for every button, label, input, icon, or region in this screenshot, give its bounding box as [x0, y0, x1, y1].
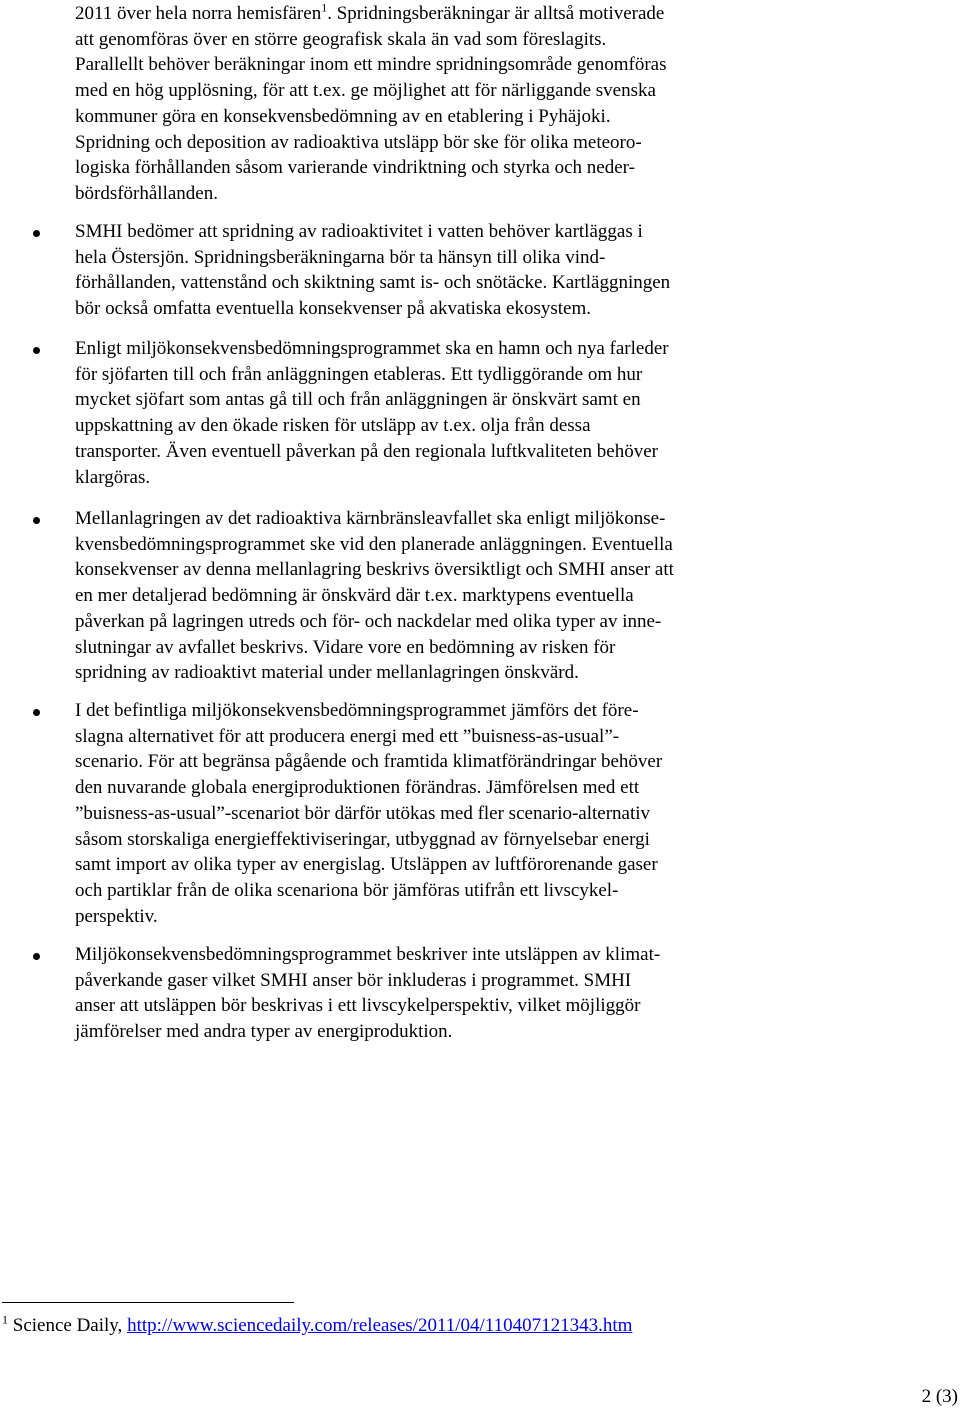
bullet-line: en mer detaljerad bedömning är önskvärd där t.ex. marktypens eventuella [75, 585, 634, 607]
bullet-line: den nuvarande globala energiproduktionen förändras. Jämförelsen med ett [75, 777, 640, 799]
bullet-line: jämförelser med andra typer av energiproduktion. [75, 1021, 453, 1043]
intro-line: bördsförhållanden. [75, 182, 218, 204]
bullet-item [75, 506, 805, 686]
bullet-line: för sjöfarten till och från anläggningen etableras. Ett tydliggörande om hur [75, 363, 643, 385]
bullet-line: bör också omfatta eventuella konsekvenser på akvatiska ekosystem. [75, 298, 591, 320]
bullet-line: uppskattning av den ökade risken för utsläpp av t.ex. olja från dessa [75, 415, 591, 437]
bullet-line: ”buisness-as-usual”-scenariot bör därför utökas med fler scenario-alternativ [75, 802, 651, 824]
bullet-line: slutningar av avfallet beskrivs. Vidare vore en bedömning av risken för [75, 636, 616, 658]
bullet-line: perspektiv. [75, 905, 158, 927]
bullet-line: påverkan på lagringen utreds och för- och nackdelar med olika typer av inne- [75, 610, 662, 632]
bullet-line: och partiklar från de olika scenariona bör jämföras utifrån ett livscykel- [75, 879, 619, 901]
bullet-item [75, 336, 805, 490]
page-number: 2 (3) [921, 1386, 958, 1407]
intro-line: att genomföras över en större geografisk skala än vad som föreslagits. [75, 28, 607, 50]
bullet-line: anser att utsläppen bör beskrivas i ett livscykelperspektiv, vilket möjliggör [75, 995, 641, 1017]
bullet-line: transporter. Även eventuell påverkan på den regionala luftkvaliteten behöver [75, 440, 658, 462]
footnote-reference[interactable]: 1 [321, 0, 328, 15]
bullet-line: samt import av olika typer av energislag. Utsläppen av luftförorenande gaser [75, 854, 658, 876]
bullet-line: spridning av radioaktivt material under mellanlagringen önskvärd. [75, 662, 579, 684]
bullet-line: Mellanlagringen av det radioaktiva kärnbränsleavfallet ska enligt miljökonse- [75, 508, 666, 529]
bullet-item [75, 942, 805, 1045]
bullet-line: konsekvenser av denna mellanlagring beskrivs översiktligt och SMHI anser att [75, 559, 674, 581]
footnote-separator [2, 1302, 294, 1303]
footnote-source: Science Daily, [12, 1315, 128, 1336]
intro-paragraph [75, 1, 805, 207]
bullet-dot-icon [33, 347, 40, 354]
bullet-line: hela Östersjön. Spridningsberäkningarna bör ta hänsyn till olika vind- [75, 246, 606, 268]
intro-line: logiska förhållanden såsom varierande vindriktning och styrka och neder- [75, 157, 635, 179]
intro-line: med en hög upplösning, för att t.ex. ge möjlighet att för närliggande svenska [75, 80, 656, 102]
bullet-line: scenario. För att begränsa pågående och framtida klimatförändringar behöver [75, 751, 663, 773]
bullet-line: I det befintliga miljökonsekvensbedömningsprogrammet jämförs det före- [75, 700, 639, 721]
bullet-line: Enligt miljökonsekvensbedömningsprogrammet ska en hamn och nya farleder [75, 338, 669, 359]
footnote-number: 1 [2, 1312, 8, 1327]
bullet-line: kvensbedömningsprogrammet ske vid den planerade anläggningen. Eventuella [75, 533, 673, 555]
bullet-line: slagna alternativet för att producera energi med ett ”buisness-as-usual”- [75, 725, 620, 747]
intro-line: Spridning och deposition av radioaktiva utsläpp bör ske för olika meteoro- [75, 131, 642, 153]
bullet-line: klargöras. [75, 466, 151, 488]
footnote [2, 1313, 632, 1338]
bullet-dot-icon [33, 230, 40, 237]
footnote-link[interactable]: http://www.sciencedaily.com/releases/2011/04/110407121343.htm [127, 1315, 633, 1336]
bullet-line: SMHI bedömer att spridning av radioaktivitet i vatten behöver kartläggas i [75, 221, 643, 242]
bullet-line: såsom storskaliga energieffektiviseringar, utbyggnad av förnyelsebar energi [75, 828, 650, 850]
bullet-item [75, 219, 805, 322]
bullet-item [75, 698, 805, 929]
bullet-dot-icon [33, 953, 40, 960]
intro-line: 2011 över hela norra hemisfären$^1$. Spridningsberäkningar är alltså motiverade [75, 0, 665, 24]
bullet-line: påverkande gaser vilket SMHI anser bör inkluderas i programmet. SMHI [75, 969, 632, 991]
bullet-line: förhållanden, vattenstånd och skiktning samt is- och snötäcke. Kartläggningen [75, 272, 671, 294]
bullet-line: Miljökonsekvensbedömningsprogrammet beskriver inte utsläppen av klimat- [75, 944, 661, 965]
intro-line: Parallellt behöver beräkningar inom ett mindre spridningsområde genomföras [75, 54, 667, 76]
bullet-dot-icon [33, 709, 40, 716]
bullet-dot-icon [33, 517, 40, 524]
bullet-line: mycket sjöfart som antas gå till och från anläggningen är önskvärt samt en [75, 389, 641, 411]
intro-line: kommuner göra en konsekvensbedömning av en etablering i Pyhäjoki. [75, 105, 611, 127]
